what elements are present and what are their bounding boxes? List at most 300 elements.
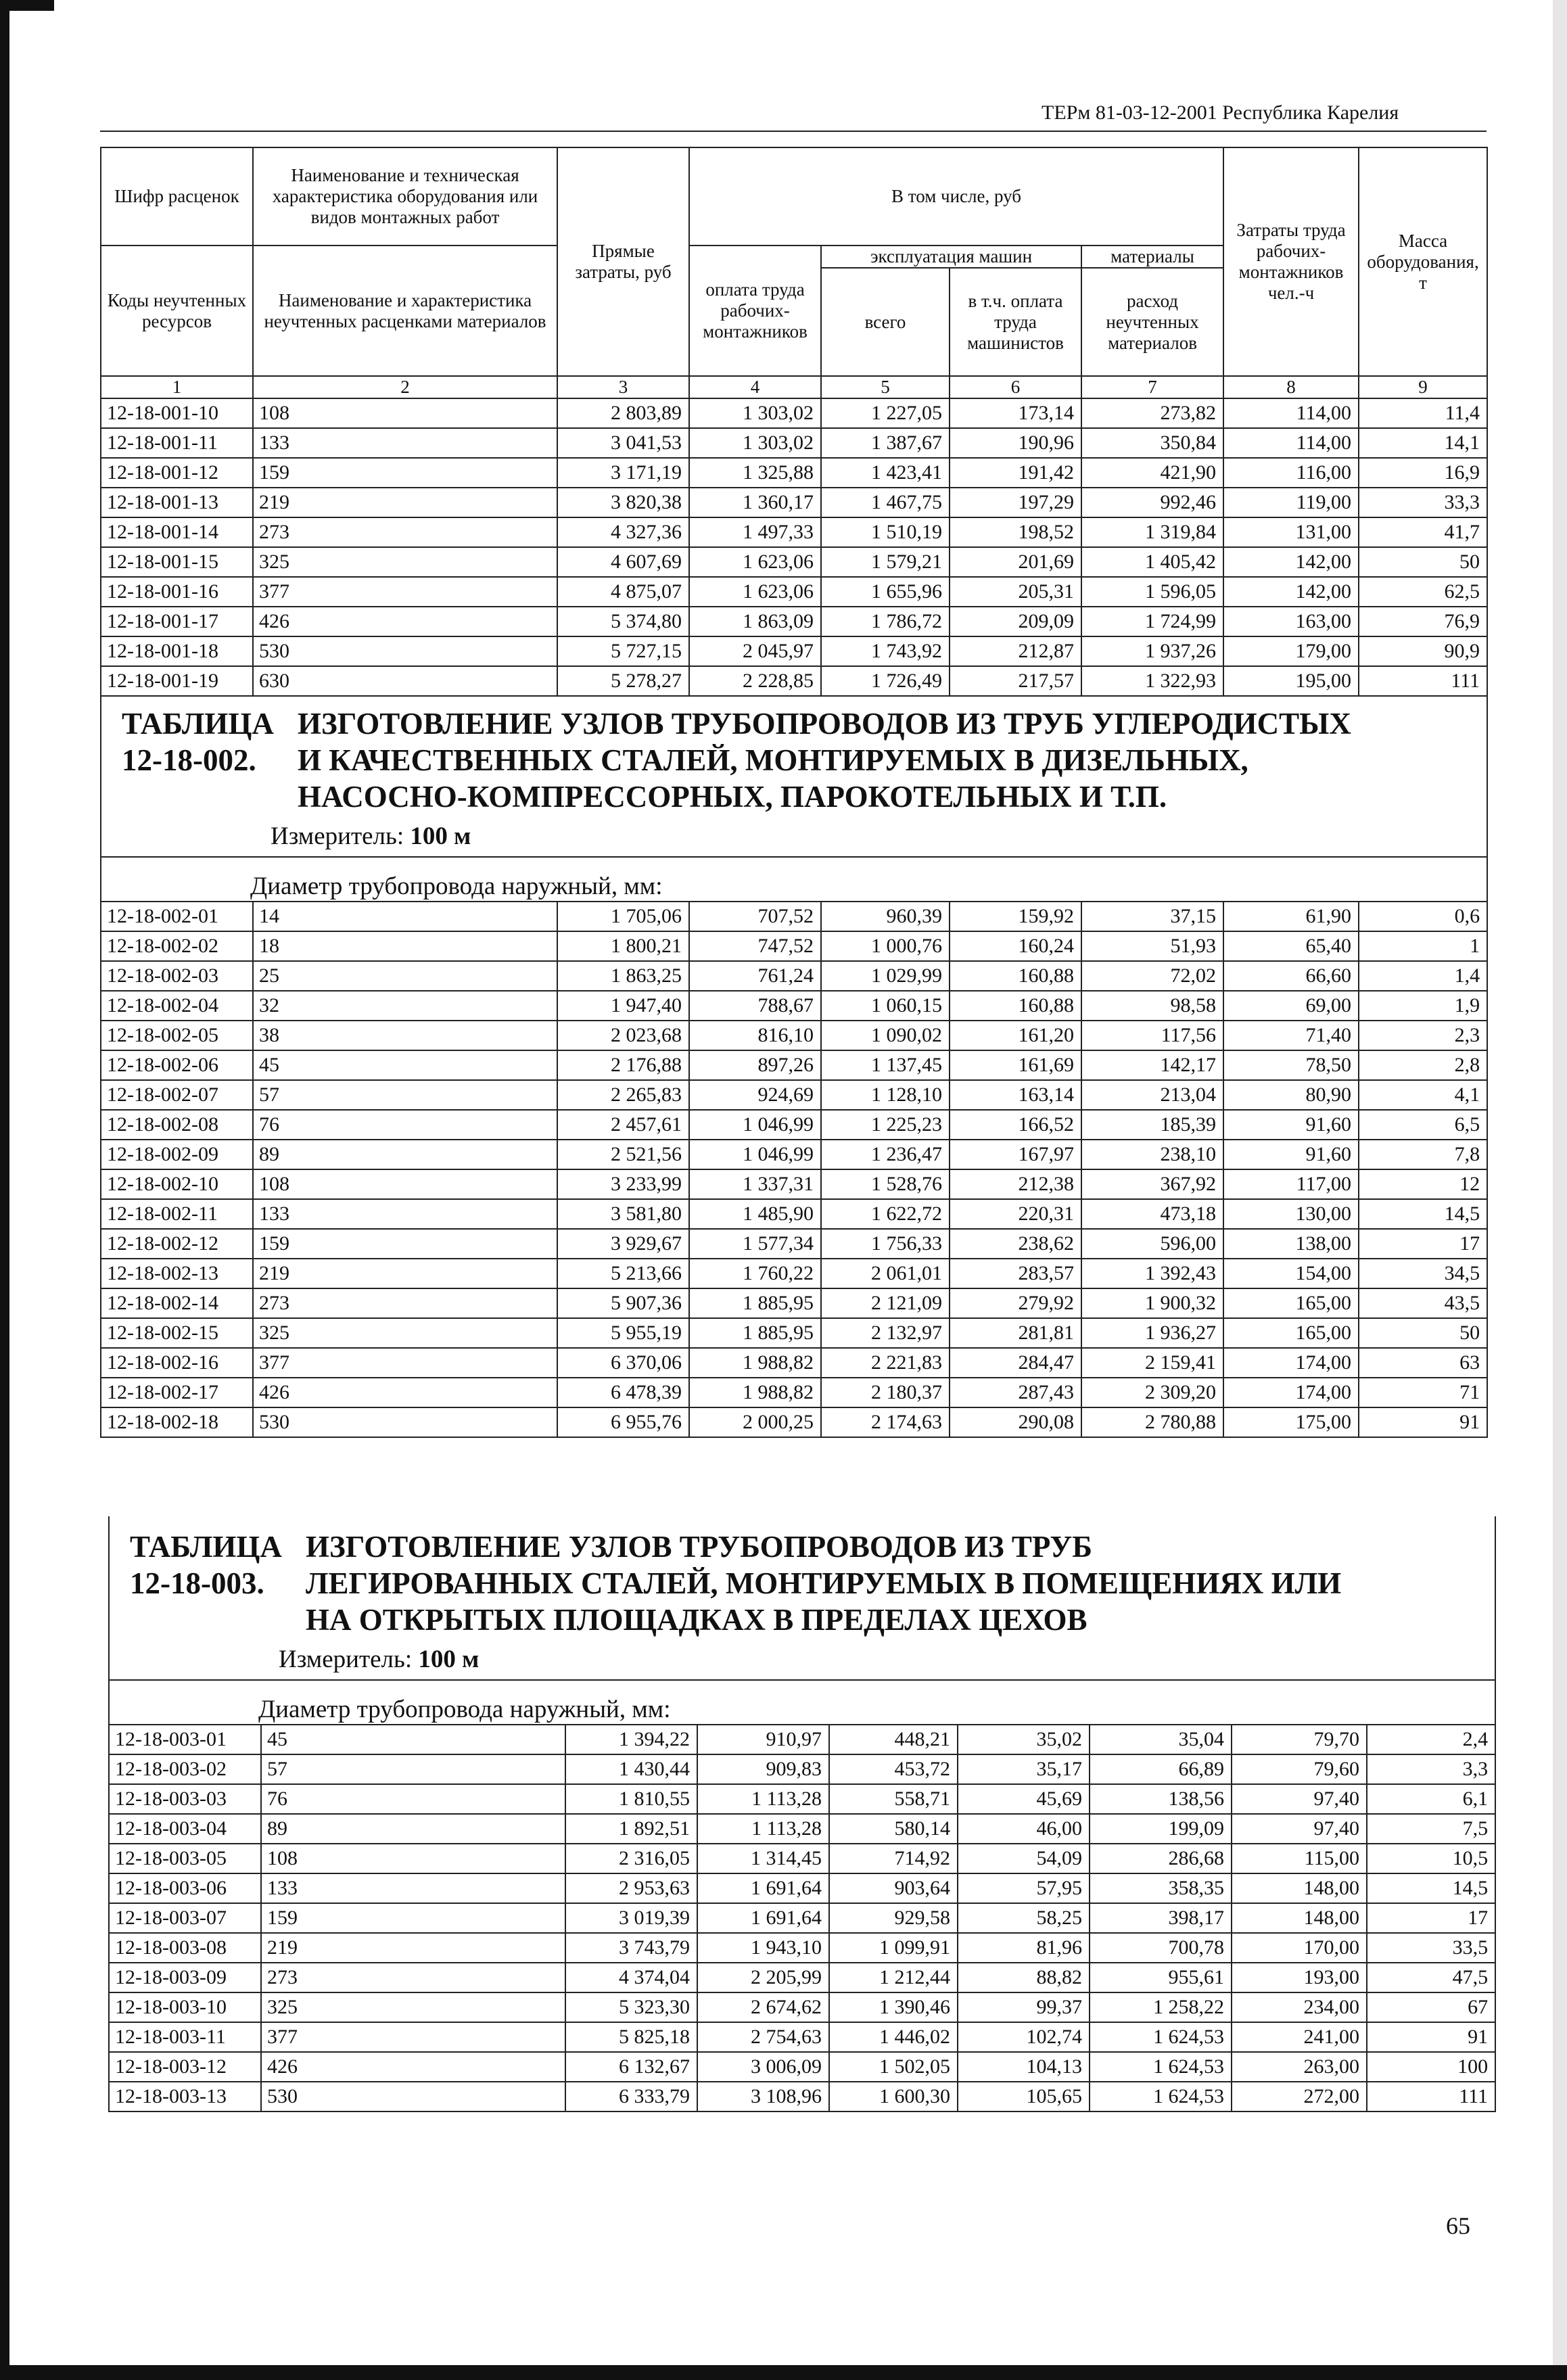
cell-value: 1 227,05 (821, 398, 950, 428)
pipe-diameter: 159 (261, 1903, 565, 1933)
scan-edge-top (0, 0, 54, 11)
pipe-diameter: 377 (261, 2022, 565, 2052)
cell-value: 1 624,53 (1090, 2082, 1232, 2111)
cell-value: 37,15 (1081, 902, 1223, 931)
table-row (101, 1259, 1487, 1288)
cell-value: 54,09 (958, 1844, 1090, 1873)
rate-code: 12-18-001-19 (101, 666, 253, 696)
table-row (109, 2022, 1495, 2052)
cell-value: 4 327,36 (557, 517, 689, 547)
cell-value: 1 786,72 (821, 607, 950, 636)
cell-value: 2 754,63 (697, 2022, 829, 2052)
rate-code: 12-18-001-10 (101, 398, 253, 428)
cell-value: 167,97 (950, 1140, 1081, 1169)
table3-measure-label: Измеритель: (279, 1646, 413, 1673)
cell-value: 1 430,44 (565, 1754, 697, 1784)
header-machines-wages: в т.ч. оплата труда машинистов (950, 268, 1081, 376)
table-row (101, 1080, 1487, 1110)
cell-value: 1 892,51 (565, 1814, 697, 1844)
cell-value: 191,42 (950, 458, 1081, 488)
header-machines-total: всего (821, 268, 950, 376)
cell-value: 1 303,02 (689, 428, 821, 458)
cell-value: 1 863,25 (557, 961, 689, 991)
pipe-diameter: 108 (261, 1844, 565, 1873)
cell-value: 131,00 (1223, 517, 1359, 547)
cell-value: 119,00 (1223, 488, 1359, 517)
rate-code: 12-18-002-16 (101, 1348, 253, 1378)
cell-value: 747,52 (689, 931, 821, 961)
cell-value: 2 521,56 (557, 1140, 689, 1169)
cell-value: 284,47 (950, 1348, 1081, 1378)
cell-value: 220,31 (950, 1199, 1081, 1229)
rate-code: 12-18-002-14 (101, 1288, 253, 1318)
cell-value: 33,3 (1359, 488, 1487, 517)
rate-code: 12-18-003-03 (109, 1784, 261, 1814)
cell-value: 1 (1359, 931, 1487, 961)
table2-title-block (122, 693, 1482, 815)
cell-value: 2 780,88 (1081, 1407, 1223, 1437)
cell-value: 209,09 (950, 607, 1081, 636)
column-number: 3 (557, 376, 689, 398)
cell-value: 2 176,88 (557, 1050, 689, 1080)
rate-code: 12-18-002-09 (101, 1140, 253, 1169)
table-row (101, 991, 1487, 1021)
column-number: 5 (821, 376, 950, 398)
cell-value: 1 691,64 (697, 1903, 829, 1933)
cell-value: 5 278,27 (557, 666, 689, 696)
cell-value: 154,00 (1223, 1259, 1359, 1288)
cell-value: 1 743,92 (821, 636, 950, 666)
column-number: 6 (950, 376, 1081, 398)
cell-value: 714,92 (829, 1844, 958, 1873)
cell-value: 45,69 (958, 1784, 1090, 1814)
pipe-diameter: 45 (261, 1725, 565, 1754)
cell-value: 788,67 (689, 991, 821, 1021)
table-row (101, 517, 1487, 547)
cell-value: 1 423,41 (821, 458, 950, 488)
cell-value: 1 497,33 (689, 517, 821, 547)
table-row (101, 1021, 1487, 1050)
cell-value: 707,52 (689, 902, 821, 931)
cell-value: 2 132,97 (821, 1318, 950, 1348)
table2-label: ТАБЛИЦА 12-18-002. (122, 707, 274, 777)
pipe-diameter: 32 (253, 991, 557, 1021)
table-row (101, 1318, 1487, 1348)
cell-value: 1 314,45 (697, 1844, 829, 1873)
cell-value: 71,40 (1223, 1021, 1359, 1050)
cell-value: 1,4 (1359, 961, 1487, 991)
cell-value: 166,52 (950, 1110, 1081, 1140)
cell-value: 6 370,06 (557, 1348, 689, 1378)
cell-value: 453,72 (829, 1754, 958, 1784)
cell-value: 272,00 (1232, 2082, 1367, 2111)
table-row (109, 1754, 1495, 1784)
cell-value: 66,60 (1223, 961, 1359, 991)
cell-value: 142,00 (1223, 577, 1359, 607)
scan-edge-right (1553, 0, 1567, 2380)
cell-value: 2 061,01 (821, 1259, 950, 1288)
rate-code: 12-18-003-02 (109, 1754, 261, 1784)
cell-value: 283,57 (950, 1259, 1081, 1288)
cell-value: 201,69 (950, 547, 1081, 577)
cell-value: 5 907,36 (557, 1288, 689, 1318)
table-row (101, 1050, 1487, 1080)
cell-value: 1 528,76 (821, 1169, 950, 1199)
cell-value: 198,52 (950, 517, 1081, 547)
rate-code: 12-18-002-12 (101, 1229, 253, 1259)
cell-value: 35,02 (958, 1725, 1090, 1754)
rate-code: 12-18-002-01 (101, 902, 253, 931)
cell-value: 160,88 (950, 961, 1081, 991)
table-row (109, 1992, 1495, 2022)
cell-value: 3 929,67 (557, 1229, 689, 1259)
cell-value: 1 579,21 (821, 547, 950, 577)
cell-value: 66,89 (1090, 1754, 1232, 1784)
rate-code: 12-18-003-05 (109, 1844, 261, 1873)
cell-value: 2 023,68 (557, 1021, 689, 1050)
cell-value: 2,8 (1359, 1050, 1487, 1080)
rate-code: 12-18-003-01 (109, 1725, 261, 1754)
cell-value: 238,62 (950, 1229, 1081, 1259)
table2-diameter-label: Диаметр трубопровода наружный, мм: (101, 857, 1487, 902)
cell-value: 1 900,32 (1081, 1288, 1223, 1318)
rate-code: 12-18-001-15 (101, 547, 253, 577)
table3-title-block (130, 1516, 1491, 1638)
cell-value: 1 392,43 (1081, 1259, 1223, 1288)
pipe-diameter: 530 (253, 1407, 557, 1437)
cell-value: 1 046,99 (689, 1110, 821, 1140)
cell-value: 72,02 (1081, 961, 1223, 991)
cell-value: 1 387,67 (821, 428, 950, 458)
table-row (109, 1844, 1495, 1873)
table-row (109, 2052, 1495, 2082)
cell-value: 163,00 (1223, 607, 1359, 636)
table-row (101, 1140, 1487, 1169)
cell-value: 1 405,42 (1081, 547, 1223, 577)
cell-value: 2 316,05 (565, 1844, 697, 1873)
header-labor: Затраты труда рабочих-монтажников чел.-ч (1223, 147, 1359, 376)
cell-value: 2,3 (1359, 1021, 1487, 1050)
rate-code: 12-18-003-13 (109, 2082, 261, 2111)
cell-value: 138,56 (1090, 1784, 1232, 1814)
cell-value: 2 953,63 (565, 1873, 697, 1903)
table-12-18-003 (108, 1516, 1496, 2112)
table-row (109, 1873, 1495, 1903)
cell-value: 2 265,83 (557, 1080, 689, 1110)
cell-value: 99,37 (958, 1992, 1090, 2022)
header-materials-unaccounted: расход неучтенных материалов (1081, 268, 1223, 376)
cell-value: 43,5 (1359, 1288, 1487, 1318)
cell-value: 1,9 (1359, 991, 1487, 1021)
cell-value: 5 955,19 (557, 1318, 689, 1348)
rate-code: 12-18-002-03 (101, 961, 253, 991)
cell-value: 238,10 (1081, 1140, 1223, 1169)
cell-value: 1 624,53 (1090, 2022, 1232, 2052)
table-row (101, 1378, 1487, 1407)
cell-value: 160,88 (950, 991, 1081, 1021)
rate-code: 12-18-001-11 (101, 428, 253, 458)
cell-value: 61,90 (1223, 902, 1359, 931)
cell-value: 1 577,34 (689, 1229, 821, 1259)
cell-value: 909,83 (697, 1754, 829, 1784)
cell-value: 2 159,41 (1081, 1348, 1223, 1378)
cell-value: 2 180,37 (821, 1378, 950, 1407)
pipe-diameter: 219 (261, 1933, 565, 1963)
cell-value: 2 045,97 (689, 636, 821, 666)
cell-value: 955,61 (1090, 1963, 1232, 1992)
rate-code: 12-18-002-15 (101, 1318, 253, 1348)
cell-value: 1 322,93 (1081, 666, 1223, 696)
pipe-diameter: 45 (253, 1050, 557, 1080)
table-row (109, 2082, 1495, 2111)
cell-value: 1 212,44 (829, 1963, 958, 1992)
cell-value: 1 988,82 (689, 1348, 821, 1378)
cell-value: 100 (1367, 2052, 1495, 2082)
cell-value: 117,56 (1081, 1021, 1223, 1050)
cell-value: 81,96 (958, 1933, 1090, 1963)
cell-value: 1 936,27 (1081, 1318, 1223, 1348)
cell-value: 88,82 (958, 1963, 1090, 1992)
cell-value: 195,00 (1223, 666, 1359, 696)
column-number: 7 (1081, 376, 1223, 398)
cell-value: 287,43 (950, 1378, 1081, 1407)
cell-value: 199,09 (1090, 1814, 1232, 1844)
table-row (109, 1933, 1495, 1963)
cell-value: 102,74 (958, 2022, 1090, 2052)
pipe-diameter: 325 (261, 1992, 565, 2022)
table-row (101, 1199, 1487, 1229)
cell-value: 116,00 (1223, 458, 1359, 488)
cell-value: 1 113,28 (697, 1814, 829, 1844)
pipe-diameter: 325 (253, 1318, 557, 1348)
cell-value: 174,00 (1223, 1378, 1359, 1407)
cell-value: 3,3 (1367, 1754, 1495, 1784)
cell-value: 97,40 (1232, 1814, 1367, 1844)
pipe-diameter: 14 (253, 902, 557, 931)
cell-value: 2 121,09 (821, 1288, 950, 1318)
table-row (101, 666, 1487, 696)
cell-value: 175,00 (1223, 1407, 1359, 1437)
cell-value: 1 046,99 (689, 1140, 821, 1169)
cell-value: 17 (1359, 1229, 1487, 1259)
cell-value: 273,82 (1081, 398, 1223, 428)
cell-value: 205,31 (950, 577, 1081, 607)
cell-value: 286,68 (1090, 1844, 1232, 1873)
cell-value: 1 446,02 (829, 2022, 958, 2052)
cell-value: 761,24 (689, 961, 821, 991)
cell-value: 2 205,99 (697, 1963, 829, 1992)
pipe-diameter: 89 (261, 1814, 565, 1844)
table-12-18-002 (100, 693, 1488, 1438)
cell-value: 6 955,76 (557, 1407, 689, 1437)
cell-value: 7,5 (1367, 1814, 1495, 1844)
pipe-diameter: 76 (261, 1784, 565, 1814)
pipe-diameter: 530 (261, 2082, 565, 2111)
cell-value: 80,90 (1223, 1080, 1359, 1110)
cell-value: 2 174,63 (821, 1407, 950, 1437)
cell-value: 1 756,33 (821, 1229, 950, 1259)
cell-value: 3 041,53 (557, 428, 689, 458)
cell-value: 91 (1367, 2022, 1495, 2052)
cell-value: 62,5 (1359, 577, 1487, 607)
cell-value: 46,00 (958, 1814, 1090, 1844)
column-number: 4 (689, 376, 821, 398)
header-mass: Масса оборудования, т (1359, 147, 1487, 376)
cell-value: 65,40 (1223, 931, 1359, 961)
cell-value: 6 333,79 (565, 2082, 697, 2111)
cell-value: 1 947,40 (557, 991, 689, 1021)
pipe-diameter: 133 (261, 1873, 565, 1903)
cell-value: 193,00 (1232, 1963, 1367, 1992)
cell-value: 1 502,05 (829, 2052, 958, 2082)
cell-value: 50 (1359, 1318, 1487, 1348)
cell-value: 1 258,22 (1090, 1992, 1232, 2022)
cell-value: 185,39 (1081, 1110, 1223, 1140)
rate-code: 12-18-001-18 (101, 636, 253, 666)
cell-value: 114,00 (1223, 428, 1359, 458)
pipe-diameter: 38 (253, 1021, 557, 1050)
cell-value: 1 726,49 (821, 666, 950, 696)
cell-value: 3 108,96 (697, 2082, 829, 2111)
cell-value: 2 803,89 (557, 398, 689, 428)
cell-value: 63 (1359, 1348, 1487, 1378)
cell-value: 14,1 (1359, 428, 1487, 458)
cell-value: 929,58 (829, 1903, 958, 1933)
cell-value: 924,69 (689, 1080, 821, 1110)
scan-edge-bottom (0, 2365, 1567, 2380)
rate-code: 12-18-001-17 (101, 607, 253, 636)
cell-value: 159,92 (950, 902, 1081, 931)
cell-value: 281,81 (950, 1318, 1081, 1348)
cell-value: 580,14 (829, 1814, 958, 1844)
table-row (101, 1288, 1487, 1318)
cell-value: 91 (1359, 1407, 1487, 1437)
header-code-bottom: Коды неучтенных ресурсов (101, 246, 253, 376)
cell-value: 12 (1359, 1169, 1487, 1199)
cell-value: 234,00 (1232, 1992, 1367, 2022)
pipe-diameter: 133 (253, 1199, 557, 1229)
cell-value: 190,96 (950, 428, 1081, 458)
pipe-diameter: 426 (261, 2052, 565, 2082)
column-number: 9 (1359, 376, 1487, 398)
table-row (109, 1725, 1495, 1754)
cell-value: 3 019,39 (565, 1903, 697, 1933)
cell-value: 71 (1359, 1378, 1487, 1407)
cell-value: 241,00 (1232, 2022, 1367, 2052)
header-machines: эксплуатация машин (821, 246, 1081, 268)
cell-value: 91,60 (1223, 1140, 1359, 1169)
cell-value: 1 622,72 (821, 1199, 950, 1229)
table-row (101, 1348, 1487, 1378)
cell-value: 142,00 (1223, 547, 1359, 577)
table3-title: ИЗГОТОВЛЕНИЕ УЗЛОВ ТРУБОПРОВОДОВ ИЗ ТРУБ ЛЕГИРОВАННЫХ СТАЛЕЙ, МОНТИРУЕМЫХ В ПОМЕЩЕНИЯХ ИЛИ НА ОТКРЫТЫХ ПЛОЩАДКАХ В ПРЕДЕЛАХ ЦЕХОВ (306, 1530, 1342, 1637)
cell-value: 473,18 (1081, 1199, 1223, 1229)
table-row (101, 1110, 1487, 1140)
cell-value: 2 000,25 (689, 1407, 821, 1437)
rate-code: 12-18-003-08 (109, 1933, 261, 1963)
table3-diameter-label: Диаметр трубопровода наружный, мм: (109, 1680, 1495, 1725)
cell-value: 1 885,95 (689, 1318, 821, 1348)
cell-value: 0,6 (1359, 902, 1487, 931)
cell-value: 2 228,85 (689, 666, 821, 696)
cell-value: 91,60 (1223, 1110, 1359, 1140)
cell-value: 5 825,18 (565, 2022, 697, 2052)
page-header: ТЕРм 81-03-12-2001 Республика Карелия (1042, 101, 1399, 124)
cell-value: 700,78 (1090, 1933, 1232, 1963)
cell-value: 3 171,19 (557, 458, 689, 488)
header-rule (100, 131, 1487, 132)
cell-value: 142,17 (1081, 1050, 1223, 1080)
cell-value: 148,00 (1232, 1873, 1367, 1903)
cell-value: 104,13 (958, 2052, 1090, 2082)
table-row (101, 1169, 1487, 1199)
rate-code: 12-18-003-09 (109, 1963, 261, 1992)
pipe-diameter: 426 (253, 1378, 557, 1407)
cell-value: 1 863,09 (689, 607, 821, 636)
table-row (101, 636, 1487, 666)
cell-value: 1 937,26 (1081, 636, 1223, 666)
header-code-top: Шифр расценок (101, 147, 253, 246)
cell-value: 3 743,79 (565, 1933, 697, 1963)
cell-value: 398,17 (1090, 1903, 1232, 1933)
header-name-top: Наименование и техническая характеристика оборудования или видов монтажных работ (253, 147, 557, 246)
cell-value: 1 029,99 (821, 961, 950, 991)
cell-value: 1 724,99 (1081, 607, 1223, 636)
pipe-diameter: 219 (253, 1259, 557, 1288)
cell-value: 7,8 (1359, 1140, 1487, 1169)
cell-value: 350,84 (1081, 428, 1223, 458)
pipe-diameter: 133 (253, 428, 557, 458)
pipe-diameter: 273 (261, 1963, 565, 1992)
cell-value: 160,24 (950, 931, 1081, 961)
table-row (109, 1963, 1495, 1992)
pipe-diameter: 18 (253, 931, 557, 961)
pipe-diameter: 159 (253, 1229, 557, 1259)
cell-value: 1 596,05 (1081, 577, 1223, 607)
cell-value: 67 (1367, 1992, 1495, 2022)
cell-value: 69,00 (1223, 991, 1359, 1021)
pipe-diameter: 273 (253, 517, 557, 547)
cell-value: 1 360,17 (689, 488, 821, 517)
column-number: 2 (253, 376, 557, 398)
rate-code: 12-18-001-16 (101, 577, 253, 607)
cell-value: 1 623,06 (689, 577, 821, 607)
column-number: 1 (101, 376, 253, 398)
cell-value: 35,17 (958, 1754, 1090, 1784)
cell-value: 98,58 (1081, 991, 1223, 1021)
cell-value: 179,00 (1223, 636, 1359, 666)
cell-value: 263,00 (1232, 2052, 1367, 2082)
scan-edge-left (0, 0, 9, 2380)
cell-value: 1 467,75 (821, 488, 950, 517)
cell-value: 290,08 (950, 1407, 1081, 1437)
pipe-diameter: 377 (253, 577, 557, 607)
cell-value: 1 390,46 (829, 1992, 958, 2022)
table-row (101, 1407, 1487, 1437)
cell-value: 5 323,30 (565, 1992, 697, 2022)
cell-value: 1 060,15 (821, 991, 950, 1021)
table-row (101, 488, 1487, 517)
cell-value: 1 943,10 (697, 1933, 829, 1963)
cell-value: 1 705,06 (557, 902, 689, 931)
table-row (101, 607, 1487, 636)
cell-value: 161,20 (950, 1021, 1081, 1050)
cell-value: 1 319,84 (1081, 517, 1223, 547)
cell-value: 170,00 (1232, 1933, 1367, 1963)
cell-value: 16,9 (1359, 458, 1487, 488)
cell-value: 57,95 (958, 1873, 1090, 1903)
cell-value: 197,29 (950, 488, 1081, 517)
